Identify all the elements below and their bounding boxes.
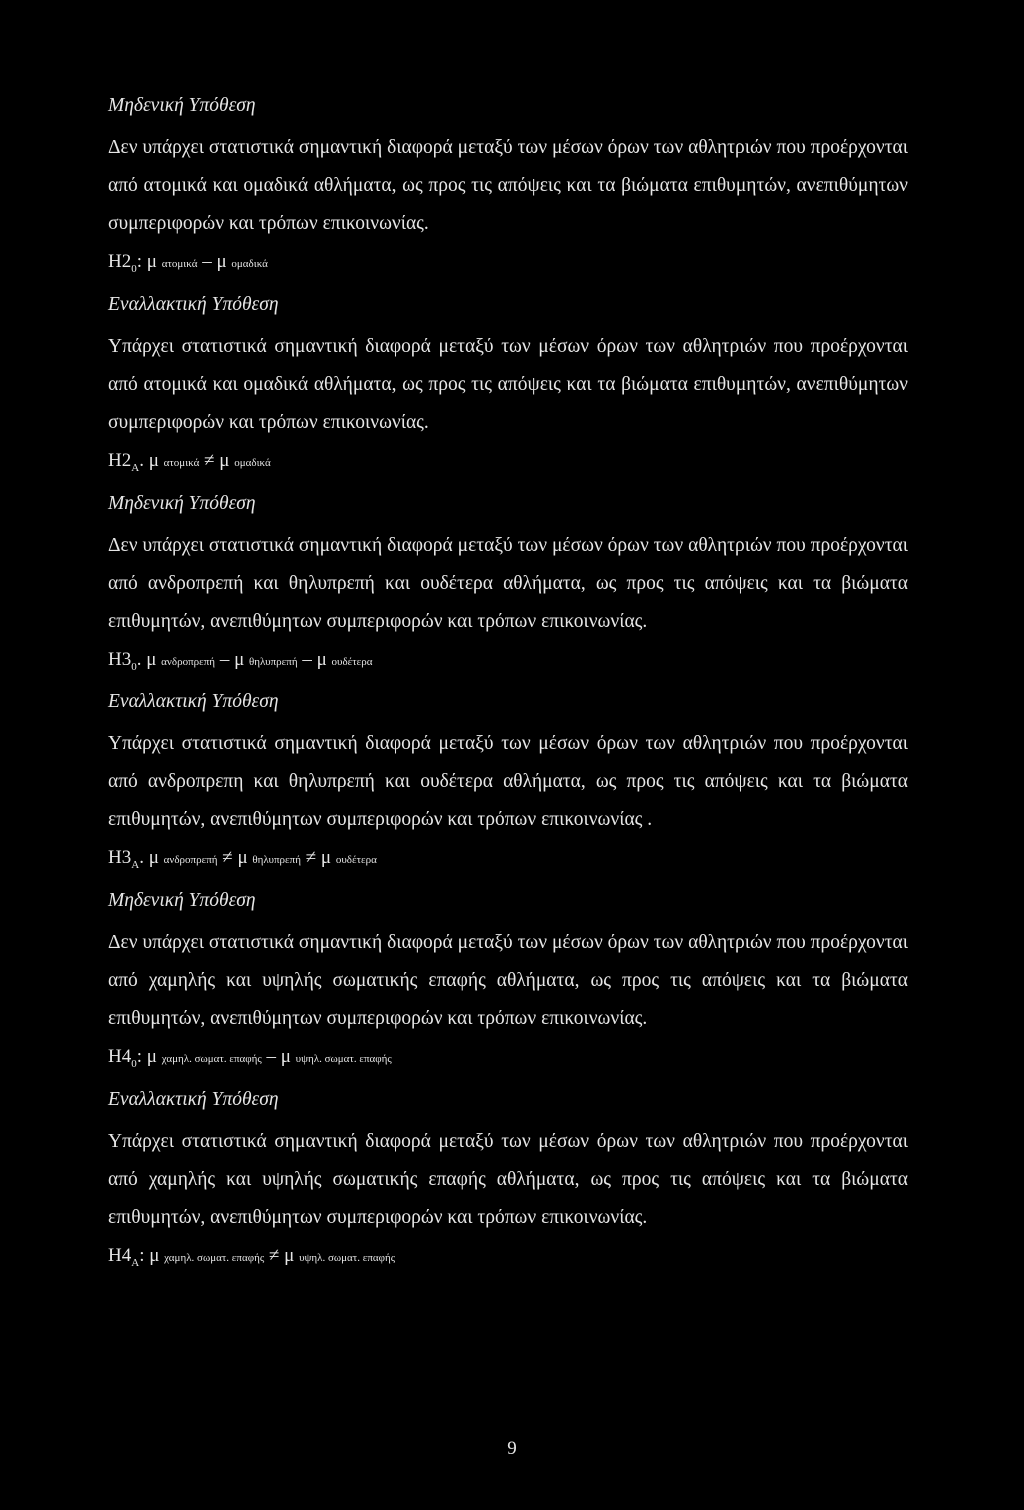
hypothesis-operator-1: – μ bbox=[215, 648, 249, 670]
mu-subscript-2: θηλυπρεπή bbox=[249, 655, 298, 668]
section-null-h3 bbox=[108, 491, 908, 682]
hypothesis-operator-2: – μ bbox=[297, 648, 332, 670]
section-null-h2 bbox=[108, 93, 908, 284]
mu-subscript-2: υψηλ. σωματ. επαφής bbox=[295, 1053, 392, 1066]
hypothesis-mu: : μ bbox=[139, 1244, 165, 1266]
section-alt-h3 bbox=[108, 689, 908, 880]
hypothesis-operator-1: ≠ μ bbox=[217, 847, 253, 869]
section-text: Υπάρχει στατιστικά σημαντική διαφορά μεταξύ των μέσων όρων των αθλητριών που προέρχονται από ατομικά και ομαδικά αθλήματα, ως προς τις απόψεις και τα βιώματα επιθυμητών, ανεπιθύμητων συμπεριφορών και τρόπων επικοινωνίας. bbox=[108, 335, 908, 433]
section-text: Δεν υπάρχει στατιστικά σημαντική διαφορά μεταξύ των μέσων όρων των αθλητριών που προέρχονται από χαμηλής και υψηλής σωματικής επαφής αθλήματα, ως προς τις απόψεις και τα βιώματα επιθυμητών, ανεπιθύμητων συμπεριφορών και τρόπων επικοινωνίας. bbox=[108, 932, 908, 1030]
hypothesis-formula bbox=[108, 446, 908, 483]
section-heading: Μηδενική Υπόθεση bbox=[108, 95, 256, 116]
hypothesis-label: H4 bbox=[108, 1244, 132, 1266]
mu-subscript-1: ατομικά bbox=[161, 258, 198, 270]
hypothesis-operator-1: – μ bbox=[261, 1046, 296, 1068]
section-text: Υπάρχει στατιστικά σημαντική διαφορά μεταξύ των μέσων όρων των αθλητριών που προέρχονται από χαμηλής και υψηλής σωματικής επαφής αθλήματα, ως προς τις απόψεις και τα βιώματα επιθυμητών, ανεπιθύμητων συμπεριφορών και τρόπων επικοινωνίας. bbox=[108, 1130, 908, 1228]
section-text: Δεν υπάρχει στατιστικά σημαντική διαφορά μεταξύ των μέσων όρων των αθλητριών που προέρχονται από ατομικά και ομαδικά αθλήματα, ως προς τις απόψεις και τα βιώματα επιθυμητών, ανεπιθύμητων συμπεριφορών και τρόπων επικοινωνίας. bbox=[108, 137, 908, 234]
hypothesis-mu: . μ bbox=[136, 648, 162, 670]
section-text: Δεν υπάρχει στατιστικά σημαντική διαφορά μεταξύ των μέσων όρων των αθλητριών που προέρχονται από ανδροπρεπή και θηλυπρεπή και ουδέτερα αθλήματα, ως προς τις απόψεις και τα βιώματα επιθυμητών, ανεπιθύμητων συμπεριφορών και τρόπων επικοινωνίας. bbox=[108, 534, 908, 632]
mu-subscript-2: υψηλ. σωματ. επαφής bbox=[299, 1251, 396, 1264]
hypothesis-subscript: A bbox=[131, 1256, 140, 1269]
mu-subscript-2: ομαδικά bbox=[231, 258, 268, 270]
hypothesis-mu: . μ bbox=[139, 449, 164, 471]
hypothesis-label: H3 bbox=[108, 847, 132, 869]
mu-subscript-1: χαμηλ. σωματ. επαφής bbox=[161, 1053, 262, 1066]
hypothesis-formula bbox=[108, 1241, 908, 1278]
hypothesis-operator-1: – μ bbox=[197, 251, 232, 272]
mu-subscript-2: θηλυπρεπή bbox=[252, 854, 301, 867]
section-alt-h4 bbox=[108, 1087, 908, 1278]
hypothesis-formula bbox=[108, 1042, 908, 1079]
hypothesis-label: H3 bbox=[108, 648, 132, 670]
section-heading: Μηδενική Υπόθεση bbox=[108, 890, 256, 912]
hypothesis-formula bbox=[108, 247, 908, 284]
hypothesis-label: H2 bbox=[108, 251, 132, 272]
hypothesis-operator-1: ≠ μ bbox=[264, 1244, 300, 1266]
document-page bbox=[108, 93, 908, 1286]
hypothesis-label: H2 bbox=[108, 449, 132, 471]
hypothesis-mu: : μ bbox=[136, 1046, 162, 1068]
hypothesis-operator-1: ≠ μ bbox=[199, 449, 235, 471]
mu-subscript-3: ουδέτερα bbox=[331, 655, 373, 668]
section-alt-h2 bbox=[108, 292, 908, 483]
mu-subscript-1: χαμηλ. σωματ. επαφής bbox=[164, 1251, 265, 1264]
hypothesis-subscript: 0 bbox=[131, 1057, 137, 1070]
hypothesis-formula bbox=[108, 843, 908, 880]
section-heading: Μηδενική Υπόθεση bbox=[108, 492, 256, 514]
hypothesis-label: H4 bbox=[108, 1046, 132, 1068]
hypothesis-operator-2: ≠ μ bbox=[300, 847, 336, 869]
hypothesis-formula bbox=[108, 645, 908, 682]
mu-subscript-2: ομαδικά bbox=[234, 456, 271, 469]
section-heading: Εναλλακτική Υπόθεση bbox=[108, 691, 279, 713]
mu-subscript-1: ανδροπρεπή bbox=[163, 854, 218, 867]
section-null-h4 bbox=[108, 888, 908, 1079]
hypothesis-mu: : μ bbox=[136, 251, 162, 272]
hypothesis-mu: . μ bbox=[139, 847, 164, 869]
hypothesis-subscript: A bbox=[131, 859, 140, 872]
section-heading: Εναλλακτική Υπόθεση bbox=[108, 293, 279, 315]
page-number: 9 bbox=[507, 1438, 517, 1459]
mu-subscript-1: ανδροπρεπή bbox=[161, 655, 216, 668]
hypothesis-subscript: 0 bbox=[131, 262, 137, 275]
section-heading: Εναλλακτική Υπόθεση bbox=[108, 1088, 279, 1110]
section-text: Υπάρχει στατιστικά σημαντική διαφορά μεταξύ των μέσων όρων των αθλητριών που προέρχονται από ανδροπρεπη και θηλυπρεπή και ουδέτερα αθλήματα, ως προς τις απόψεις και τα βιώματα επιθυμητών, ανεπιθύμητων συμπεριφορών και τρόπων επικοινωνίας . bbox=[108, 733, 908, 831]
mu-subscript-1: ατομικά bbox=[163, 456, 200, 469]
mu-subscript-3: ουδέτερα bbox=[335, 854, 377, 867]
hypothesis-subscript: A bbox=[131, 461, 140, 474]
hypothesis-subscript: 0 bbox=[131, 660, 137, 673]
